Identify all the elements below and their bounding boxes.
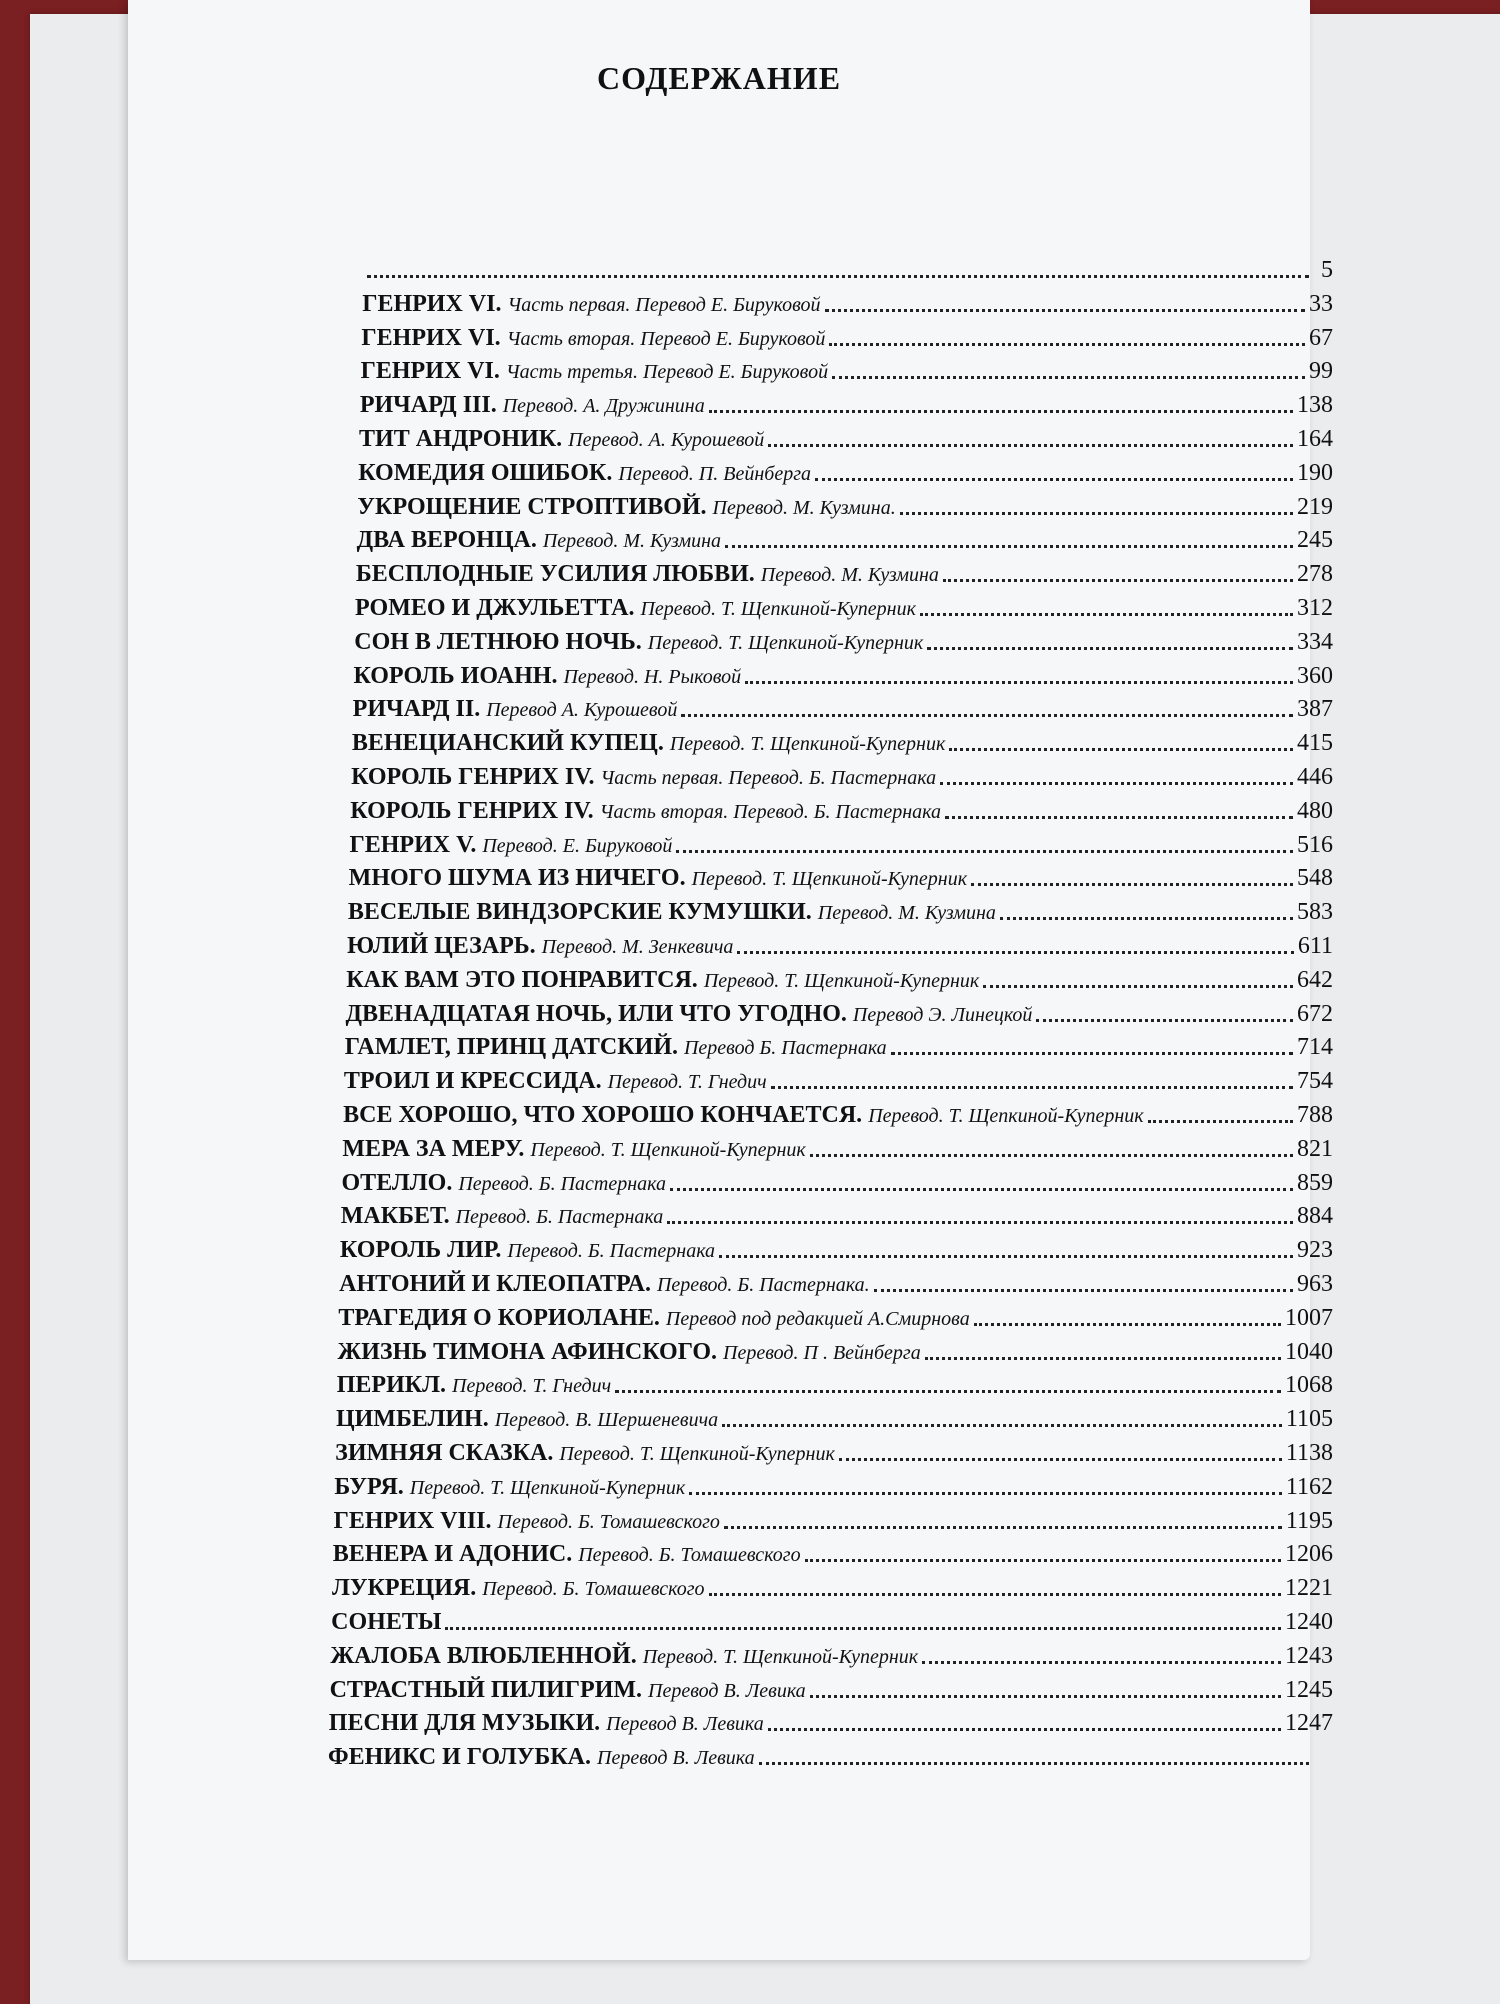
toc-entry [363, 255, 1333, 285]
toc-entry-title: ЗИМНЯЯ СКАЗКА. [335, 1440, 554, 1466]
toc-entry-title: ДВА ВЕРОНЦА. [356, 527, 537, 554]
toc-entry-page-number: 1105 [1285, 1406, 1333, 1433]
toc-entry-title: ФЕНИКС И ГОЛУБКА. [328, 1744, 592, 1771]
toc-entry-translator: Перевод. Б. Пастернака [507, 1240, 716, 1263]
toc-entry-translator: Перевод. А. Курошевой [568, 429, 765, 451]
toc-entry-page-number: 548 [1296, 865, 1333, 892]
toc-dot-leader [974, 1323, 1281, 1326]
toc-dot-leader [874, 1289, 1293, 1292]
toc-entry-translator: Перевод. М. Кузмина [817, 902, 996, 925]
toc-dot-leader [445, 1627, 1281, 1630]
toc-entry [328, 1742, 1333, 1773]
toc-dot-leader [681, 714, 1293, 717]
toc-entry-page-number: 33 [1308, 290, 1333, 317]
toc-entry [358, 458, 1333, 489]
toc-entry-title: УКРОЩЕНИЕ СТРОПТИВОЙ. [357, 493, 707, 520]
toc-entry [335, 1438, 1333, 1469]
toc-dot-leader [805, 1559, 1281, 1562]
toc-entry-page-number: 1221 [1284, 1575, 1333, 1602]
toc-entry [362, 289, 1333, 320]
toc-dot-leader [667, 1221, 1293, 1224]
toc-entry-page-number: 611 [1297, 933, 1333, 959]
toc-entry [361, 323, 1333, 354]
toc-entry-title: ЮЛИЙ ЦЕЗАРЬ. [347, 933, 536, 959]
toc-entry [329, 1708, 1333, 1739]
toc-entry-translator: Перевод. Т. Щепкиной-Куперник [530, 1138, 806, 1161]
toc-entry-title: РОМЕО И ДЖУЛЬЕТТА. [355, 595, 635, 621]
toc-dot-leader [925, 1357, 1281, 1360]
toc-entry-title: ВЕСЕЛЫЕ ВИНДЗОРСКИЕ КУМУШКИ. [347, 899, 812, 926]
toc-entry-page-number: 1245 [1284, 1676, 1333, 1703]
toc-dot-leader [725, 545, 1293, 548]
toc-entry [333, 1539, 1333, 1570]
toc-entry-title: ВЕНЕЦИАНСКИЙ КУПЕЦ. [351, 730, 664, 757]
toc-entry-translator: Перевод. Т. Щепкиной-Куперник [409, 1476, 686, 1499]
toc-dot-leader [940, 782, 1293, 785]
toc-entry-title: ГЕНРИХ VI. [361, 324, 501, 351]
toc-entry-page-number: 1240 [1284, 1609, 1333, 1635]
toc-dot-leader [722, 1424, 1282, 1427]
toc-entry [346, 965, 1333, 996]
toc-entry [339, 1269, 1333, 1300]
toc-dot-leader [810, 1695, 1281, 1698]
toc-entry-page-number: 583 [1296, 899, 1333, 926]
toc-entry-translator: Часть первая. Перевод Е. Бируковой [507, 293, 821, 316]
toc-entry-page-number: 1195 [1285, 1507, 1333, 1534]
toc-entry [361, 356, 1333, 387]
toc-entry-translator: Перевод Б. Пастернака [683, 1037, 887, 1060]
toc-dot-leader [367, 275, 1309, 278]
toc-entry [349, 863, 1333, 894]
toc-entry-title: ЖАЛОБА ВЛЮБЛЕННОЙ. [330, 1642, 637, 1669]
toc-dot-leader [943, 579, 1293, 582]
toc-entry-page-number: 219 [1296, 493, 1333, 520]
toc-entry [360, 390, 1333, 421]
toc-dot-leader [709, 410, 1293, 413]
toc-entry-page-number: 1206 [1284, 1541, 1333, 1568]
toc-entry-page-number: 672 [1297, 1000, 1333, 1027]
toc-entry [334, 1506, 1333, 1537]
toc-entry-translator: Перевод. А. Дружинина [502, 395, 705, 418]
toc-entry-page-number: 446 [1296, 764, 1333, 790]
toc-entry-page-number: 5 [1321, 257, 1333, 283]
toc-entry [356, 559, 1333, 590]
toc-entry-translator: Перевод. Б. Пастернака. [656, 1274, 870, 1296]
toc-entry-page-number: 1162 [1285, 1473, 1333, 1500]
toc-entry [357, 492, 1333, 523]
toc-entry [334, 1472, 1333, 1503]
toc-dot-leader [829, 343, 1305, 346]
toc-entry-title: ТРАГЕДИЯ О КОРИОЛАНЕ. [338, 1304, 660, 1331]
toc-entry-page-number: 278 [1296, 561, 1333, 588]
toc-entry-title: ТИТ АНДРОНИК. [359, 426, 563, 452]
toc-entry-title: МЕРА ЗА МЕРУ. [342, 1135, 525, 1162]
toc-entry [347, 931, 1333, 962]
toc-entry-title: ЛУКРЕЦИЯ. [331, 1575, 477, 1602]
toc-entry-translator: Перевод под редакцией А.Смирнова [665, 1307, 970, 1330]
toc-dot-leader [810, 1154, 1293, 1157]
toc-dot-leader [945, 816, 1293, 819]
toc-entry-translator: Перевод. Е. Бируковой [482, 834, 673, 857]
toc-entry-title: ЖИЗНЬ ТИМОНА АФИНСКОГО. [337, 1338, 718, 1365]
toc-entry-page-number: 1247 [1284, 1710, 1333, 1737]
toc-entry-page-number: 1007 [1284, 1304, 1333, 1331]
toc-dot-leader [689, 1492, 1282, 1495]
toc-entry-translator: Перевод. Н. Рыковой [563, 665, 742, 688]
toc-entry-title: СТРАСТНЫЙ ПИЛИГРИМ. [329, 1676, 643, 1703]
toc-entry [337, 1370, 1333, 1401]
toc-entry-title: МАКБЕТ. [340, 1203, 450, 1230]
toc-entry-translator: Перевод. М. Зенкевича [541, 936, 734, 958]
toc-entry [354, 627, 1333, 658]
toc-entry-title: ЦИМБЕЛИН. [335, 1406, 489, 1433]
toc-entry-page-number: 164 [1296, 426, 1333, 452]
toc-dot-leader [719, 1255, 1293, 1258]
toc-entry-title: КАК ВАМ ЭТО ПОНРАВИТСЯ. [346, 966, 698, 993]
toc-entry-translator: Перевод. Б. Томашевского [482, 1578, 705, 1601]
toc-entry-translator: Перевод. Т. Щепкиной-Куперник [647, 631, 924, 654]
toc-entry [331, 1607, 1333, 1637]
toc-entry-translator: Часть вторая. Перевод Е. Бируковой [506, 327, 826, 350]
toc-entry-title: КОРОЛЬ ЛИР. [339, 1237, 502, 1264]
toc-entry-translator: Перевод В. Левика [597, 1747, 755, 1770]
toc-entry-translator: Перевод. Т. Гнедич [452, 1375, 612, 1398]
toc-entry [342, 1168, 1333, 1199]
toc-dot-leader [1036, 1019, 1293, 1022]
toc-entry-translator: Перевод. М. Кузмина. [712, 496, 896, 519]
toc-dot-leader [709, 1593, 1281, 1596]
toc-entry-page-number: 360 [1296, 662, 1333, 689]
toc-entry-title: ПЕСНИ ДЛЯ МУЗЫКИ. [328, 1710, 601, 1737]
toc-entry-title: РИЧАРД III. [359, 392, 497, 419]
toc-entry-page-number: 190 [1296, 459, 1333, 486]
toc-entry-title: КОРОЛЬ ГЕНРИХ IV. [350, 797, 594, 824]
toc-entry [355, 593, 1333, 624]
toc-dot-leader [815, 478, 1293, 481]
toc-entry-page-number: 923 [1296, 1237, 1333, 1264]
toc-entry [350, 796, 1333, 827]
toc-entry-page-number: 99 [1308, 358, 1333, 385]
toc-dot-leader [949, 748, 1293, 751]
toc-entry [343, 1100, 1333, 1131]
toc-entry-translator: Перевод. Т. Щепкиной-Куперник [703, 969, 980, 992]
toc-entry-title: СОНЕТЫ [331, 1609, 442, 1635]
toc-dot-leader [922, 1661, 1281, 1664]
toc-entry-page-number: 1040 [1284, 1338, 1333, 1365]
toc-dot-leader [670, 1188, 1293, 1191]
toc-entry [332, 1573, 1333, 1604]
toc-entry-translator: Перевод. М. Кузмина [542, 530, 721, 553]
toc-entry [348, 897, 1333, 928]
toc-entry [353, 661, 1333, 692]
toc-entry-page-number: 963 [1296, 1271, 1333, 1297]
toc-entry [353, 694, 1333, 725]
toc-entry-translator: Перевод. М. Кузмина [760, 564, 939, 587]
toc-entry-page-number: 387 [1296, 696, 1333, 723]
toc-entry-title: КОРОЛЬ ГЕНРИХ IV. [351, 764, 595, 790]
toc-dot-leader [676, 850, 1293, 853]
toc-entry-page-number: 516 [1296, 831, 1333, 858]
toc-entry-page-number: 788 [1296, 1102, 1333, 1128]
toc-entry-title: ТРОИЛ И КРЕССИДА. [343, 1068, 602, 1095]
toc-entry-title: ГАМЛЕТ, ПРИНЦ ДАТСКИЙ. [344, 1034, 678, 1061]
toc-entry [341, 1201, 1333, 1232]
toc-entry-translator: Перевод. Т. Щепкиной-Куперник [691, 868, 968, 891]
toc-entry [342, 1134, 1333, 1165]
toc-entry-title: КОРОЛЬ ИОАНН. [353, 662, 558, 689]
toc-entry-page-number: 714 [1296, 1034, 1333, 1061]
toc-entry-translator: Перевод. Т. Щепкиной-Куперник [669, 733, 946, 756]
toc-dot-leader [825, 309, 1305, 312]
table-of-contents [128, 0, 1333, 1960]
toc-entry-page-number: 1138 [1285, 1440, 1333, 1466]
toc-entry-translator: Перевод. В. Шершеневича [494, 1409, 719, 1432]
toc-entry-translator: Часть первая. Перевод. Б. Пастернака [600, 767, 937, 789]
toc-dot-leader [759, 1762, 1309, 1765]
toc-entry [352, 728, 1333, 759]
toc-entry [330, 1675, 1333, 1706]
toc-entry [336, 1404, 1333, 1435]
toc-entry-page-number: 821 [1296, 1135, 1333, 1162]
toc-entry-title: БУРЯ. [334, 1473, 404, 1500]
toc-entry-page-number: 884 [1296, 1203, 1333, 1230]
toc-dot-leader [768, 444, 1293, 447]
toc-entry-title: ГЕНРИХ VIII. [333, 1507, 492, 1534]
toc-dot-leader [891, 1052, 1293, 1055]
toc-entry-page-number: 1068 [1285, 1372, 1333, 1399]
toc-dot-leader [839, 1458, 1282, 1461]
toc-entry-page-number: 67 [1308, 324, 1333, 351]
toc-entry-page-number: 1243 [1284, 1642, 1333, 1669]
toc-dot-leader [724, 1526, 1282, 1529]
toc-entry-translator: Перевод. Б. Пастернака [455, 1206, 664, 1229]
toc-entry-title: ПЕРИКЛ. [336, 1372, 447, 1399]
toc-entry-title: ВЕНЕРА И АДОНИС. [332, 1541, 573, 1568]
toc-dot-leader [927, 647, 1293, 650]
document-page [128, 0, 1333, 1960]
toc-entry-title: КОМЕДИЯ ОШИБОК. [358, 459, 613, 486]
toc-entry-translator: Перевод Э. Линецкой [852, 1003, 1033, 1026]
toc-dot-leader [771, 1086, 1293, 1089]
toc-entry-translator: Перевод. Т. Щепкиной-Куперник [559, 1443, 835, 1465]
toc-entry [359, 424, 1333, 455]
toc-entry-translator: Перевод В. Левика [606, 1713, 764, 1736]
toc-entry [351, 762, 1333, 793]
toc-entry-title: ГЕНРИХ VI. [362, 290, 502, 317]
toc-dot-leader [920, 613, 1293, 616]
toc-entry-title: ГЕНРИХ VI. [360, 358, 500, 385]
toc-dot-leader [900, 512, 1293, 515]
toc-entry-translator: Перевод. П. Вейнберга [618, 462, 811, 485]
toc-entry-title: МНОГО ШУМА ИЗ НИЧЕГО. [348, 865, 686, 892]
toc-entry-title: ГЕНРИХ V. [349, 831, 477, 858]
toc-dot-leader [971, 883, 1293, 886]
toc-dot-leader [768, 1728, 1281, 1731]
toc-entry [345, 1032, 1333, 1063]
toc-entry-title: ОТЕЛЛО. [341, 1169, 453, 1196]
toc-entry-page-number: 642 [1296, 966, 1333, 993]
toc-entry-title: ВСЕ ХОРОШО, ЧТО ХОРОШО КОНЧАЕТСЯ. [343, 1102, 863, 1128]
toc-entry-page-number: 480 [1296, 797, 1333, 824]
toc-entry [338, 1303, 1333, 1334]
toc-entry [357, 525, 1333, 556]
toc-entry-title: ДВЕНАДЦАТАЯ НОЧЬ, ИЛИ ЧТО УГОДНО. [345, 1000, 847, 1027]
toc-entry-page-number: 859 [1296, 1169, 1333, 1196]
toc-dot-leader [737, 951, 1293, 954]
toc-entry [344, 1066, 1333, 1097]
page-title: СОДЕРЖАНИЕ [596, 60, 842, 96]
toc-dot-leader [1000, 917, 1293, 920]
toc-entry-page-number: 138 [1296, 392, 1333, 419]
toc-dot-leader [983, 985, 1293, 988]
toc-entry-page-number: 312 [1296, 595, 1333, 621]
toc-entry-translator: Перевод. Б. Пастернака [458, 1172, 667, 1195]
toc-entry-title: АНТОНИЙ И КЛЕОПАТРА. [339, 1271, 651, 1297]
toc-dot-leader [832, 376, 1305, 379]
toc-entry-page-number: 245 [1296, 527, 1333, 554]
toc-entry-title: СОН В ЛЕТНЮЮ НОЧЬ. [354, 628, 642, 655]
toc-entry-translator: Перевод. Т. Гнедич [607, 1071, 767, 1094]
toc-entry-translator: Часть третья. Перевод Е. Бируковой [505, 361, 829, 384]
toc-entry-translator: Перевод А. Курошевой [486, 699, 678, 722]
toc-dot-leader [745, 681, 1293, 684]
toc-entry-translator: Перевод. Т. Щепкиной-Куперник [868, 1105, 1144, 1127]
toc-entry-title: РИЧАРД II. [352, 696, 481, 723]
toc-entry [349, 830, 1333, 861]
toc-entry-translator: Перевод В. Левика [648, 1679, 806, 1702]
toc-entry-translator: Перевод. Б. Томашевского [578, 1544, 801, 1567]
toc-dot-leader [1148, 1120, 1293, 1123]
toc-entry [340, 1235, 1333, 1266]
toc-entry-page-number: 334 [1297, 628, 1333, 655]
toc-entry-page-number: 754 [1296, 1068, 1333, 1095]
toc-dot-leader [615, 1390, 1281, 1393]
toc-entry [330, 1641, 1333, 1672]
toc-entry-title: БЕСПЛОДНЫЕ УСИЛИЯ ЛЮБВИ. [355, 561, 755, 588]
toc-entry-translator: Перевод. Б. Томашевского [497, 1510, 720, 1533]
toc-entry-translator: Перевод. П . Вейнберга [723, 1341, 921, 1364]
toc-entry-translator: Перевод. Т. Щепкиной-Куперник [640, 598, 916, 620]
toc-entry-translator: Часть вторая. Перевод. Б. Пастернака [599, 800, 941, 823]
toc-entry-page-number: 415 [1296, 730, 1333, 757]
toc-entry-translator: Перевод. Т. Щепкиной-Куперник [642, 1645, 919, 1668]
toc-entry [346, 999, 1334, 1030]
toc-entry [338, 1337, 1333, 1368]
